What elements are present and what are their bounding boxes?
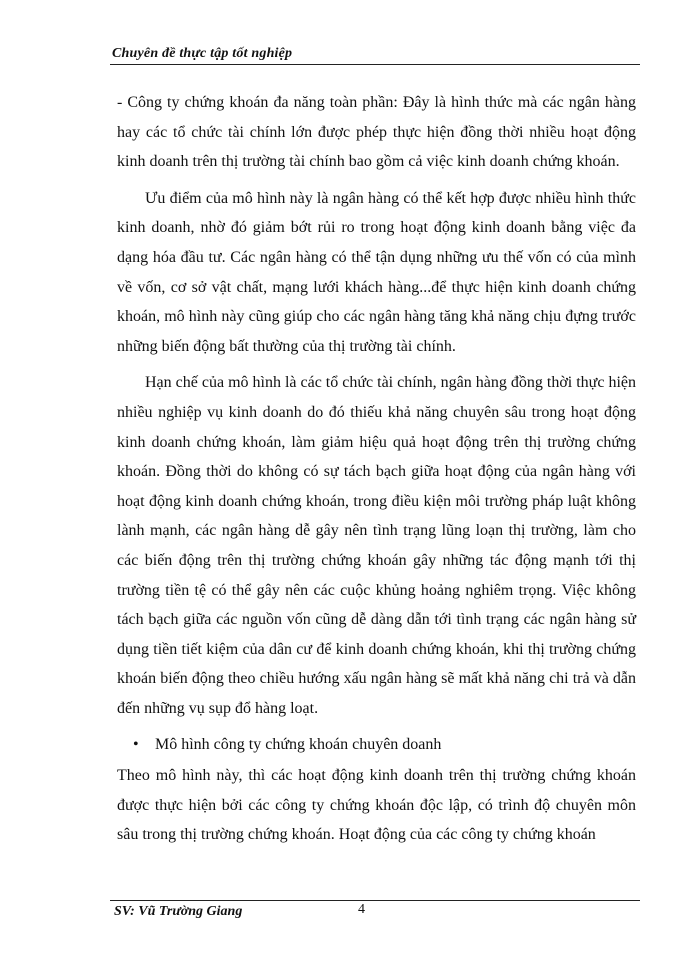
header-title: Chuyên đề thực tập tốt nghiệp (112, 46, 293, 61)
bullet-icon: • (133, 736, 139, 754)
footer-author: SV: Vũ Trường Giang (114, 904, 243, 919)
paragraph-limitations: Hạn chế của mô hình là các tổ chức tài chính, ngân hàng đồng thời thực hiện nhiều nghiệp vụ kinh doanh do đó thiếu khả năng chuyên sâu trong hoạt động kinh doanh chứng khoán, làm giảm hiệu quả hoạt động trên thị trường chứng khoán. Đồng thời do không có sự tách bạch giữa hoạt động của ngân hàng với hoạt động kinh doanh chứng khoán, trong điều kiện môi trường pháp luật không lành mạnh, các ngân hàng dễ gây nên tình trạng lũng loạn thị trường, làm cho các biến động trên thị trường chứng khoán gây những tác động mạnh tới thị trường tiền tệ có thể gây nên các cuộc khủng hoảng nghiêm trọng. Việc không tách bạch giữa các nguồn vốn cũng dễ dàng dẫn tới tình trạng các ngân hàng sử dụng tiền tiết kiệm của dân cư để kinh doanh chứng khoán, khi thị trường chứng khoán biến động theo chiều hướng xấu ngân hàng sẽ mất khả năng chi trả và dẫn đến những vụ sụp đổ hàng loạt. (117, 374, 636, 717)
paragraph-company-universal: - Công ty chứng khoán đa năng toàn phần: Đây là hình thức mà các ngân hàng hay các tổ chức tài chính lớn được phép thực hiện đồng thời nhiều hoạt động kinh doanh trên thị trường tài chính bao gồm cả việc kinh doanh chứng khoán. (117, 94, 636, 171)
footer-divider (110, 900, 640, 901)
page-number: 4 (358, 902, 365, 917)
paragraph-specialized-model: Theo mô hình này, thì các hoạt động kinh doanh trên thị trường chứng khoán được thực hiện bởi các công ty chứng khoán độc lập, có trình độ chuyên môn sâu trong thị trường chứng khoán. Hoạt động của các công ty chứng khoán (117, 767, 636, 844)
bullet-text: Mô hình công ty chứng khoán chuyên doanh (155, 736, 442, 754)
document-body (117, 88, 636, 850)
header-divider (110, 64, 640, 65)
bullet-item (117, 730, 636, 760)
paragraph-advantages: Ưu điểm của mô hình này là ngân hàng có thể kết hợp được nhiều hình thức kinh doanh, nhờ đó giảm bớt rủi ro trong hoạt động kinh doanh bằng việc đa dạng hóa đầu tư. Các ngân hàng có thể tận dụng những ưu thế vốn có của mình về vốn, cơ sở vật chất, mạng lưới khách hàng...để thực hiện kinh doanh chứng khoán, mô hình này cũng giúp cho các ngân hàng tăng khả năng chịu đựng trước những biến động bất thường của thị trường tài chính. (117, 189, 636, 355)
